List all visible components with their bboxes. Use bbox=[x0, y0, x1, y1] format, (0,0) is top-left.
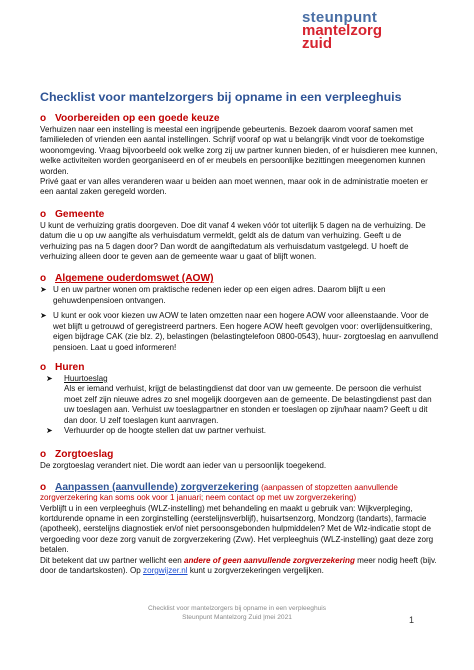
circle-bullet-icon: o bbox=[40, 449, 47, 461]
list-item-text: Verhuurder op de hoogte stellen dat uw partner verhuist. bbox=[64, 425, 267, 435]
page-number: 1 bbox=[408, 615, 414, 625]
list-item bbox=[40, 285, 440, 306]
emphasis-text: andere of geen aanvullende zorgverzekering bbox=[183, 555, 355, 565]
sub-list-item bbox=[40, 374, 440, 384]
arrow-right-icon: ➤ bbox=[40, 311, 47, 321]
logo-line-1: steunpunt bbox=[302, 9, 378, 26]
list-item-text: U kunt er ook voor kiezen uw AOW te laten omzetten naar een hogere AOW voor alleenstaande. Voor de wet blijft u getrouwd of geregistreerd partners. Een hogere AOW heeft gevolgen voor: overlijdensuitkering, eigen bijdrage CAK (zie blz. 2), belastingen (belastingtelefoon 0800-0543), huur- zorgtoeslag en aanvullend pensioen. Laat u goed informeren! bbox=[53, 311, 439, 352]
arrow-right-icon: ➤ bbox=[46, 373, 53, 383]
document-body bbox=[40, 90, 440, 576]
circle-bullet-icon: o bbox=[40, 208, 47, 220]
heading-note: (aanpassen of stopzetten aanvullende zorgverzekering kan soms ook voor 1 januari; neem contact op met uw zorgverzekering) bbox=[40, 482, 398, 503]
logo-line-3: zuid bbox=[302, 35, 332, 52]
circle-bullet-icon: o bbox=[40, 361, 47, 373]
paragraph: De zorgtoeslag verandert niet. Die wordt aan ieder van u persoonlijk toegekend. bbox=[40, 461, 327, 471]
section-heading-huren bbox=[40, 362, 440, 373]
heading-text: Voorbereiden op een goede keuze bbox=[55, 113, 220, 124]
paragraph: Privé gaat er van alles veranderen waar u beiden aan moet wennen, maar ook in de administratie moeten er een aantal zaken geregeld worden. bbox=[40, 177, 428, 197]
zorgwijzer-link[interactable]: zorgwijzer.nl bbox=[143, 566, 188, 575]
circle-bullet-icon: o bbox=[40, 273, 47, 285]
arrow-right-icon: ➤ bbox=[40, 285, 47, 295]
section-heading-aanvullend bbox=[40, 483, 440, 504]
footer-line-1: Checklist voor mantelzorgers bij opname in een verpleeghuis bbox=[147, 605, 327, 612]
arrow-right-icon: ➤ bbox=[46, 425, 53, 435]
paragraph: Verhuizen naar een instelling is meestal een ingrijpende gebeurtenis. Bezoek daarom vooraf samen met familieleden of vrienden een aantal instellingen. Schrijf vooraf op wat u belangrijk vindt voor de toekomstige woonomgeving. Vraag bijvoorbeeld ook welke zorg zij uw partner kunnen bieden, of er huisdieren mee kunnen, welke activiteiten worden georganiseerd en of er meubels en persoonlijke bezittingen meegenomen kunnen worden. bbox=[40, 125, 438, 176]
page-footer bbox=[0, 605, 474, 622]
heading-text: Aanpassen (aanvullende) zorgverzekering bbox=[55, 481, 259, 493]
circle-bullet-icon: o bbox=[40, 113, 47, 124]
sub-item-label: Huurtoeslag bbox=[64, 373, 108, 383]
section-heading-aow bbox=[40, 273, 440, 284]
page-title: Checklist voor mantelzorgers bij opname in een verpleeghuis bbox=[40, 90, 402, 104]
logo bbox=[302, 11, 422, 50]
paragraph bbox=[40, 556, 440, 577]
heading-text: Gemeente bbox=[55, 208, 105, 220]
text-span: Dit betekent dat uw partner wellicht een bbox=[40, 555, 182, 565]
heading-text: Algemene ouderdomswet (AOW) bbox=[55, 273, 214, 285]
list-item bbox=[40, 311, 440, 353]
circle-bullet-icon: o bbox=[40, 481, 47, 493]
paragraph: Verblijft u in een verpleeghuis (WLZ-instelling) met behandeling en maakt u gebruik van: Wijkverpleging, kortdurende opname in een zorginstelling (eerstelijnsverblijf), huisartsenzorg, Mondzorg (tandarts), farmacie (apotheek), eerstelijns diagnostiek en/of niet persoonsgebonden hulpmiddelen? Met de Wlz-indicatie stopt de vergoeding voor deze zorg vanuit de zorgverzekering (Zvw). Het verpleeghuis (WLZ-instelling) gaat deze zorg betalen. bbox=[40, 503, 434, 555]
section-heading-gemeente bbox=[40, 209, 440, 220]
list-item-text: U en uw partner wonen om praktische redenen ieder op een eigen adres. Daarom blijft u een gehuwdenpensioen ontvangen. bbox=[53, 285, 386, 305]
heading-text: Zorgtoeslag bbox=[55, 449, 114, 461]
logo-line-2: mantelzorg bbox=[302, 22, 383, 39]
paragraph: U kunt de verhuizing gratis doorgeven. Doe dit vanaf 4 weken vóór tot uiterlijk 5 dagen na de verhuizing. De datum die u op uw aangifte als verhuisdatum vermeldt, geldt als de datum van verhuizing. Geeft u de verhuizing pas na 5 dagen door? Dan wordt de aangiftedatum als verhuisdatum vastgelegd. U hoeft de verhuizing alleen door te geven aan de gemeente waar u gaat of blijft wonen. bbox=[40, 220, 426, 262]
section-heading-zorgtoeslag bbox=[40, 449, 440, 460]
section-heading-keuze bbox=[40, 113, 440, 124]
text-span: kunt u zorgverzekeringen vergelijken. bbox=[189, 566, 324, 575]
sub-list-item bbox=[40, 426, 440, 436]
footer-line-2: Steunpunt Mantelzorg Zuid |mei 2021 bbox=[182, 613, 292, 621]
heading-text: Huren bbox=[55, 361, 85, 373]
text-span: meer nodig heeft (bijv. door de tandartskosten). Op bbox=[40, 555, 437, 575]
paragraph: Als er iemand verhuist, krijgt de belastingdienst dat door van uw gemeente. De persoon die verhuist moet zelf zijn nieuwe adres zo snel mogelijk doorgeven aan de gemeente. De belastingdienst past dan uw toeslagen aan. Verhuist uw toeslagpartner en stonden er toeslagen op zijn/haar naam? Geeft u dit dan door. U zelf toeslagen kunt aanvragen. bbox=[64, 384, 432, 425]
